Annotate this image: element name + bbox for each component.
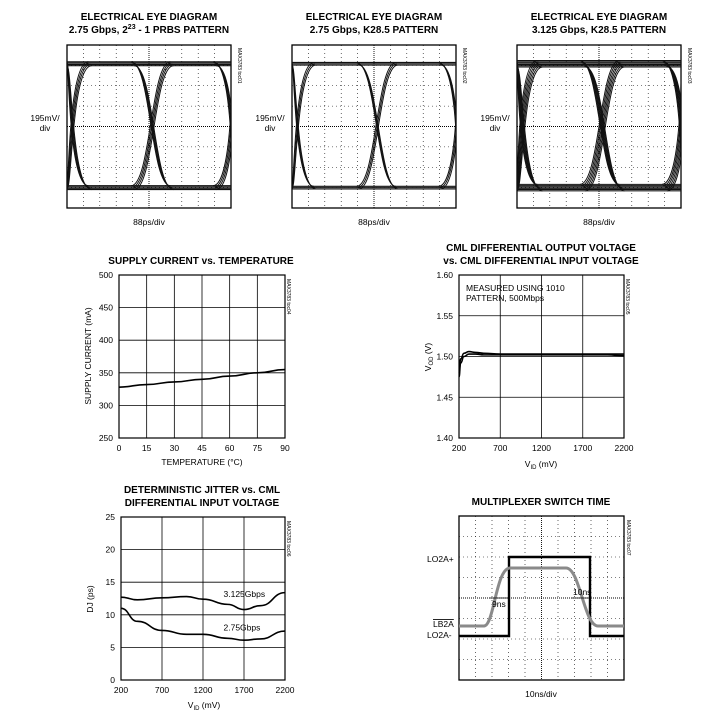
vod-chart-annotation-line1: MEASURED USING 1010 — [466, 283, 565, 293]
dj-chart — [85, 485, 295, 712]
eye1-ylabel-line2: div — [39, 123, 51, 133]
eye-diagram-2 — [255, 12, 467, 227]
supply-chart-xtick-label: 75 — [252, 443, 263, 453]
dj-chart-code: MAX3783 toc06 — [285, 521, 291, 557]
vod-chart-xlabel: $V_{ID}$ (mV) — [524, 459, 558, 471]
dj-chart-ytick-label: 25 — [105, 512, 115, 522]
eye3-code: MAX3783 toc03 — [686, 48, 692, 84]
eye1-code: MAX3783 toc01 — [236, 48, 242, 84]
vod-chart — [423, 243, 639, 471]
supply-chart-xtick-label: 0 — [116, 443, 122, 453]
vod-chart-ytick-label: 1.50 — [436, 351, 453, 362]
vod-chart-ylabel: $V_{OD}$ (V) — [423, 342, 435, 372]
eye2-code: MAX3783 toc02 — [461, 48, 467, 84]
eye1-title-line2: 2.75 Gbps, $2^{23} - 1$ PRBS PATTERN — [68, 24, 230, 36]
supply-chart-yticks — [99, 270, 113, 443]
mux-label-lo2a-plus: LO2A+ — [427, 554, 454, 564]
dj-chart-xtick-label: 700 — [154, 685, 170, 695]
dj-chart-ytick-label: 5 — [110, 642, 115, 653]
supply-current-chart — [83, 256, 294, 467]
vod-chart-ytick-label: 1.55 — [436, 310, 453, 321]
supply-chart-ytick-label: 250 — [98, 433, 113, 443]
eye-diagram-1 — [30, 12, 242, 227]
dj-chart-xtick-label: 200 — [113, 685, 129, 695]
supply-chart-xlabel: TEMPERATURE (°C) — [161, 457, 243, 467]
dj-chart-xtick-label: 2200 — [275, 685, 295, 695]
dj-chart-series-label: 2.75Gbps — [223, 622, 261, 633]
eye1-ylabel-line1: 195mV/ — [30, 113, 60, 123]
vod-chart-annotation-line2: PATTERN, 500Mbps — [466, 293, 545, 303]
mux-label-lo2a-bar: LB2A — [433, 619, 454, 629]
supply-chart-code: MAX3783 toc04 — [285, 279, 291, 315]
vod-chart-xticks — [452, 443, 634, 453]
supply-chart-xtick-label: 90 — [280, 443, 290, 453]
dj-chart-title-line2: DIFFERENTIAL INPUT VOLTAGE — [124, 498, 280, 509]
supply-chart-ytick-label: 500 — [98, 270, 113, 280]
mux-label-lo2a-minus: LO2A- — [427, 630, 452, 640]
vod-chart-ytick-label: 1.60 — [436, 270, 453, 280]
dj-chart-title-line1: DETERMINISTIC JITTER vs. CML — [123, 485, 281, 496]
dj-chart-xlabel: $V_{ID}$ (mV) — [187, 700, 221, 712]
dj-chart-ytick-label: 0 — [110, 675, 115, 685]
dj-chart-series-label: 3.125Gbps — [223, 589, 266, 600]
supply-chart-xtick-label: 30 — [169, 443, 180, 453]
vod-chart-xtick-label: 200 — [451, 443, 467, 453]
vod-chart-title-line1: CML DIFFERENTIAL OUTPUT VOLTAGE — [446, 243, 636, 254]
dj-chart-ylabel: DJ (ps) — [85, 585, 95, 613]
eye2-title-line2: 2.75 Gbps, K28.5 PATTERN — [309, 25, 439, 36]
supply-chart-xtick-label: 60 — [224, 443, 235, 453]
eye3-xlabel: 88ps/div — [583, 217, 615, 227]
eye3-title-line2: 3.125 Gbps, K28.5 PATTERN — [531, 25, 667, 36]
supply-chart-xtick-label: 15 — [141, 443, 152, 453]
vod-chart-ytick-label: 1.45 — [436, 392, 453, 403]
vod-chart-title-line2: vs. CML DIFFERENTIAL INPUT VOLTAGE — [443, 256, 639, 267]
vod-chart-xtick-label: 700 — [493, 443, 508, 453]
supply-chart-ytick-label: 350 — [98, 367, 113, 378]
dj-chart-ytick-label: 10 — [105, 609, 115, 620]
mux-label-fall: 10ns — [573, 587, 592, 597]
mux-switch-chart — [427, 497, 631, 699]
eye2-ylabel-line1: 195mV/ — [255, 113, 285, 123]
mux-title: MULTIPLEXER SWITCH TIME — [471, 497, 611, 508]
supply-chart-xtick-label: 45 — [197, 443, 207, 453]
dj-chart-ytick-label: 20 — [105, 544, 115, 555]
mux-code: MAX3783 toc07 — [625, 520, 631, 556]
eye-diagram-3 — [480, 12, 692, 227]
supply-chart-ytick-label: 450 — [98, 302, 113, 313]
eye1-title-line1: ELECTRICAL EYE DIAGRAM — [80, 12, 218, 23]
supply-chart-ylabel: SUPPLY CURRENT (mA) — [83, 307, 93, 405]
dj-chart-yticks — [106, 512, 116, 685]
vod-chart-xtick-label: 1700 — [573, 443, 593, 453]
eye3-title-line1: ELECTRICAL EYE DIAGRAM — [530, 12, 668, 23]
eye1-xlabel: 88ps/div — [133, 217, 165, 227]
vod-chart-yticks — [436, 270, 453, 443]
eye3-ylabel-line2: div — [489, 123, 501, 133]
eye3-ylabel-line1: 195mV/ — [480, 113, 510, 123]
eye2-ylabel-line2: div — [264, 123, 276, 133]
supply-chart-ytick-label: 400 — [98, 335, 113, 346]
supply-chart-xticks — [117, 443, 290, 453]
dj-chart-xtick-label: 1700 — [234, 685, 254, 695]
dj-chart-xtick-label: 1200 — [193, 685, 213, 695]
mux-label-rise: 9ns — [492, 599, 506, 609]
eye2-xlabel: 88ps/div — [358, 217, 390, 227]
mux-xlabel: 10ns/div — [525, 689, 557, 699]
supply-chart-ytick-label: 300 — [98, 400, 113, 411]
vod-chart-code: MAX3783 toc05 — [624, 279, 630, 315]
dj-chart-xticks — [114, 685, 295, 695]
dj-chart-ytick-label: 15 — [105, 577, 115, 588]
vod-chart-ytick-label: 1.40 — [436, 433, 453, 443]
supply-chart-title: SUPPLY CURRENT vs. TEMPERATURE — [108, 256, 294, 267]
eye2-title-line1: ELECTRICAL EYE DIAGRAM — [305, 12, 443, 23]
vod-chart-xtick-label: 1200 — [532, 443, 551, 453]
vod-chart-xtick-label: 2200 — [614, 443, 634, 453]
